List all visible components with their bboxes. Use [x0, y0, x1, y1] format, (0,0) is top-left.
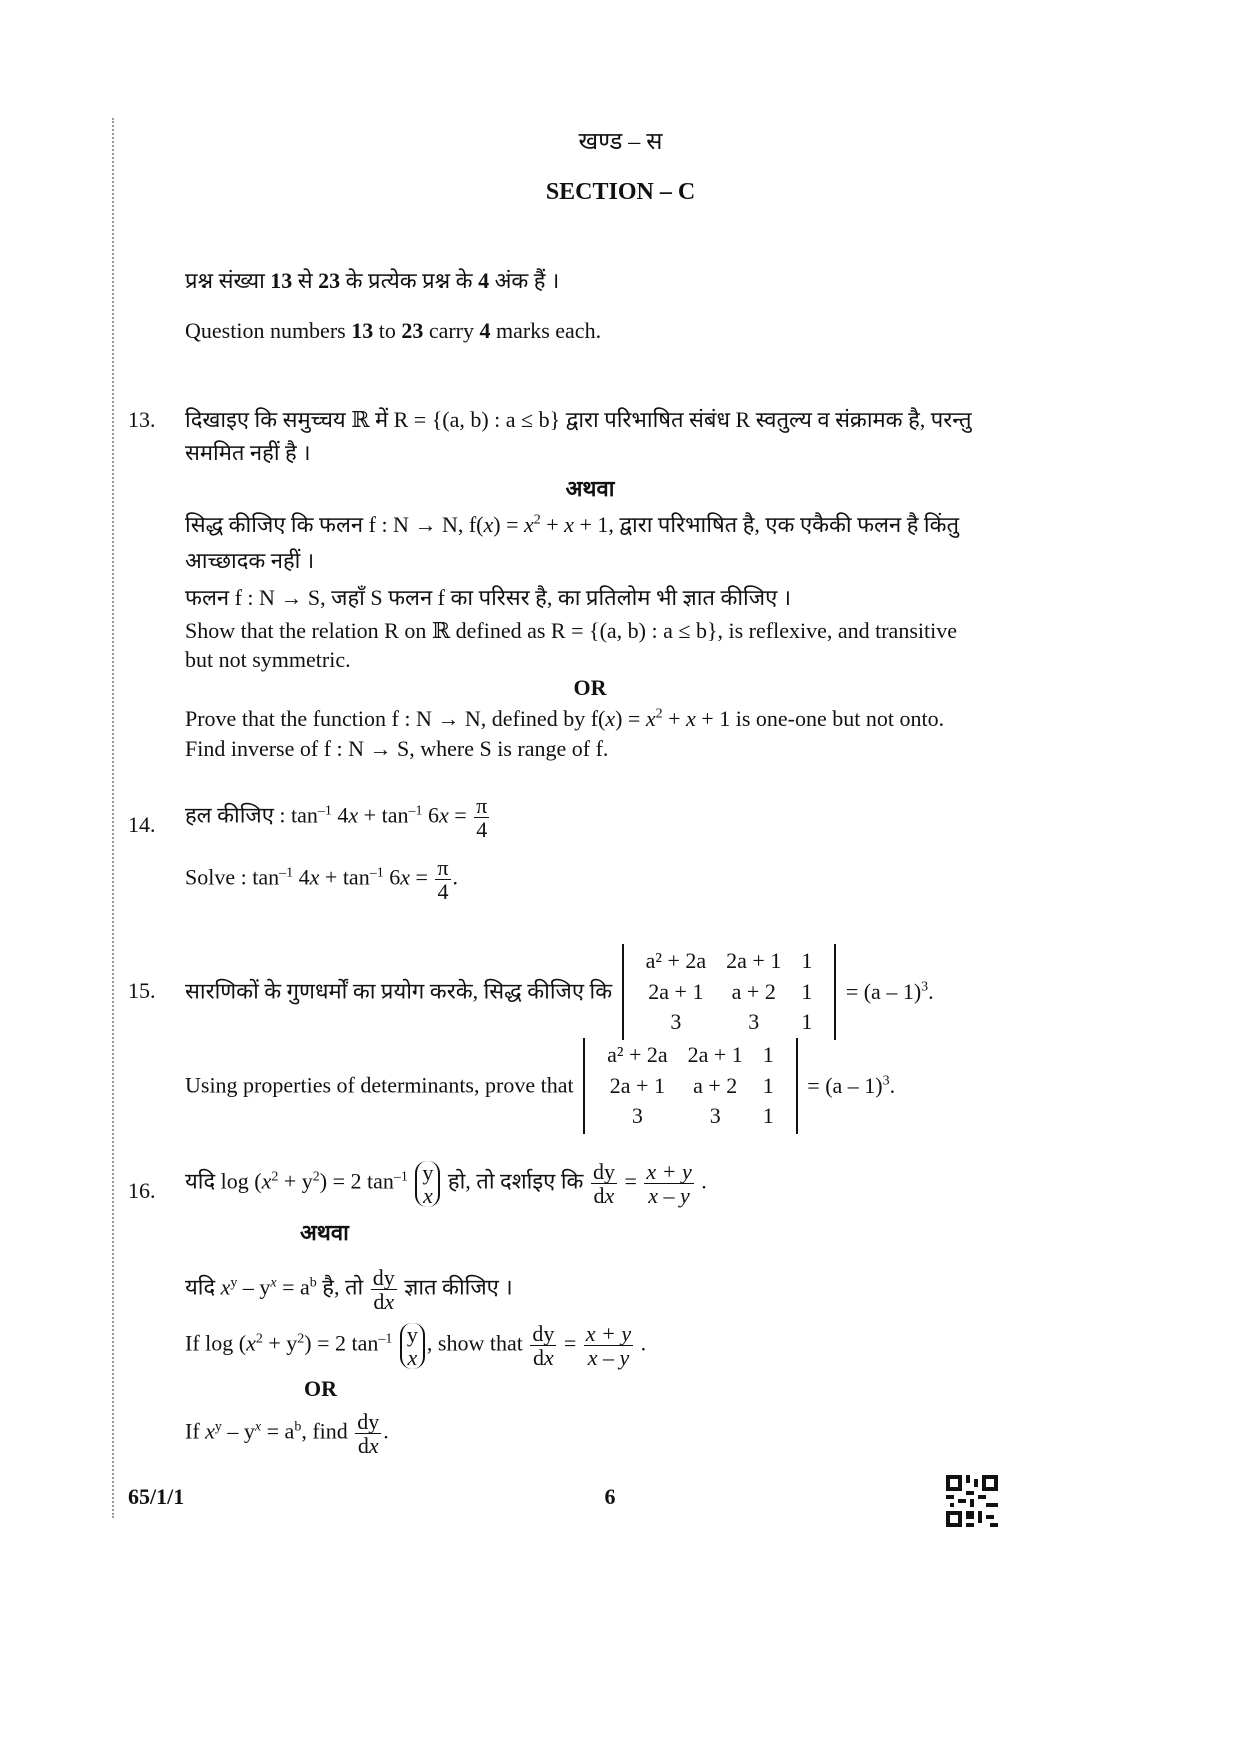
q13-or-hindi: अथवा [565, 476, 615, 501]
determinant-matrix: a² + 2a 2a + 1 1 2a + 1 a + 2 1 3 3 1 [583, 1038, 798, 1134]
q13-or-hindi-line2: आच्छादक नहीं । [185, 548, 315, 573]
instructions-english: Question numbers 13 to 23 carry 4 marks each. [185, 318, 602, 343]
q13-english-line1: Show that the relation R on ℝ defined as R = {(a, b) : a ≤ b}, is reflexive, and transitive [185, 618, 957, 643]
question-number-16: 16. [128, 1178, 156, 1203]
instructions-hindi: प्रश्न संख्या 13 से 23 के प्रत्येक प्रश्न के 4 अंक हैं । [185, 268, 560, 293]
page-margin-dots [112, 118, 114, 1518]
q16-or-hindi-line: यदि $x^y - y^x = a^b$ है, तो $\frac{dy}{dx}$ ज्ञात कीजिए । [185, 1265, 513, 1315]
q16-or-hindi: अथवा [300, 1220, 349, 1245]
q14-hindi-equation: हल कीजिए : $\tan^{-1} 4x + \tan^{-1} 6x$ = $\frac{\pi}{4}$ [185, 793, 488, 843]
q13-or-hindi-line1: सिद्ध कीजिए कि फलन f : N → N, $f(x) = x^2 + x + 1$, द्वारा परिभाषित है, एक एकैकी फलन है किंतु [185, 512, 960, 537]
paper-code: 65/1/1 [128, 1484, 185, 1509]
q16-english-equation: If $\log (x^2 + y^2) = 2$ $\tan^{-1}$ y x , show that $\frac{dy}{dx}$ = $\frac{x + y}{x - y}$ . [185, 1321, 647, 1371]
q13-or-hindi-line3: फलन f : N → S, जहाँ S फलन f का परिसर है, का प्रतिलोम भी ज्ञात कीजिए । [185, 585, 792, 610]
question-number-15: 15. [128, 978, 156, 1003]
page-number: 6 [604, 1484, 616, 1509]
q13-hindi-line1: दिखाइए कि समुच्चय ℝ में R = {(a, b) : a ≤ b} द्वारा परिभाषित संबंध R स्वतुल्य व संक्रामक है, परन्तु [185, 407, 972, 432]
question-number-13: 13. [128, 407, 156, 432]
q13-hindi-line2: सममित नहीं है । [185, 440, 311, 465]
q13-english-line2: but not symmetric. [185, 647, 351, 672]
q13-or-english-line1: Prove that the function f : N → N, defined by $f(x) = x^2 + x + 1$ is one-one but not onto. [185, 706, 945, 731]
q13-or-english: OR [573, 675, 607, 700]
q13-or-english-line2: Find inverse of f : N → S, where S is range of f. [185, 736, 609, 761]
qr-code-icon [946, 1475, 998, 1527]
q16-or-english: OR [304, 1376, 337, 1401]
q15-english-equation: Using properties of determinants, prove that a² + 2a 2a + 1 1 2a + 1 a + 2 1 3 3 1 = (a – 1)$^3$. [185, 1038, 895, 1134]
q14-english-equation: Solve : $\tan^{-1} 4x + \tan^{-1} 6x$ = $\frac{\pi}{4}$ . [185, 855, 458, 905]
section-title-hindi: खण्ड – स [578, 129, 663, 155]
determinant-matrix: a² + 2a 2a + 1 1 2a + 1 a + 2 1 3 3 1 [622, 944, 837, 1040]
q16-or-english-line: If $x^y - y^x = a^b$, find $\frac{dy}{dx}$ . [185, 1409, 389, 1459]
q16-hindi-equation: यदि $\log (x^2 + y^2) = 2$ $\tan^{-1}$ y x हो, तो दर्शाइए कि $\frac{dy}{dx}$ = $\frac{x + y}{x - y}$ . [185, 1159, 707, 1209]
section-title-english: SECTION – C [545, 179, 696, 205]
question-number-14: 14. [128, 812, 156, 837]
q15-hindi-equation: सारणिकों के गुणधर्मों का प्रयोग करके, सिद्ध कीजिए कि a² + 2a 2a + 1 1 2a + 1 a + 2 1 3 3 1 = (a – 1)$^3$. [185, 944, 934, 1040]
